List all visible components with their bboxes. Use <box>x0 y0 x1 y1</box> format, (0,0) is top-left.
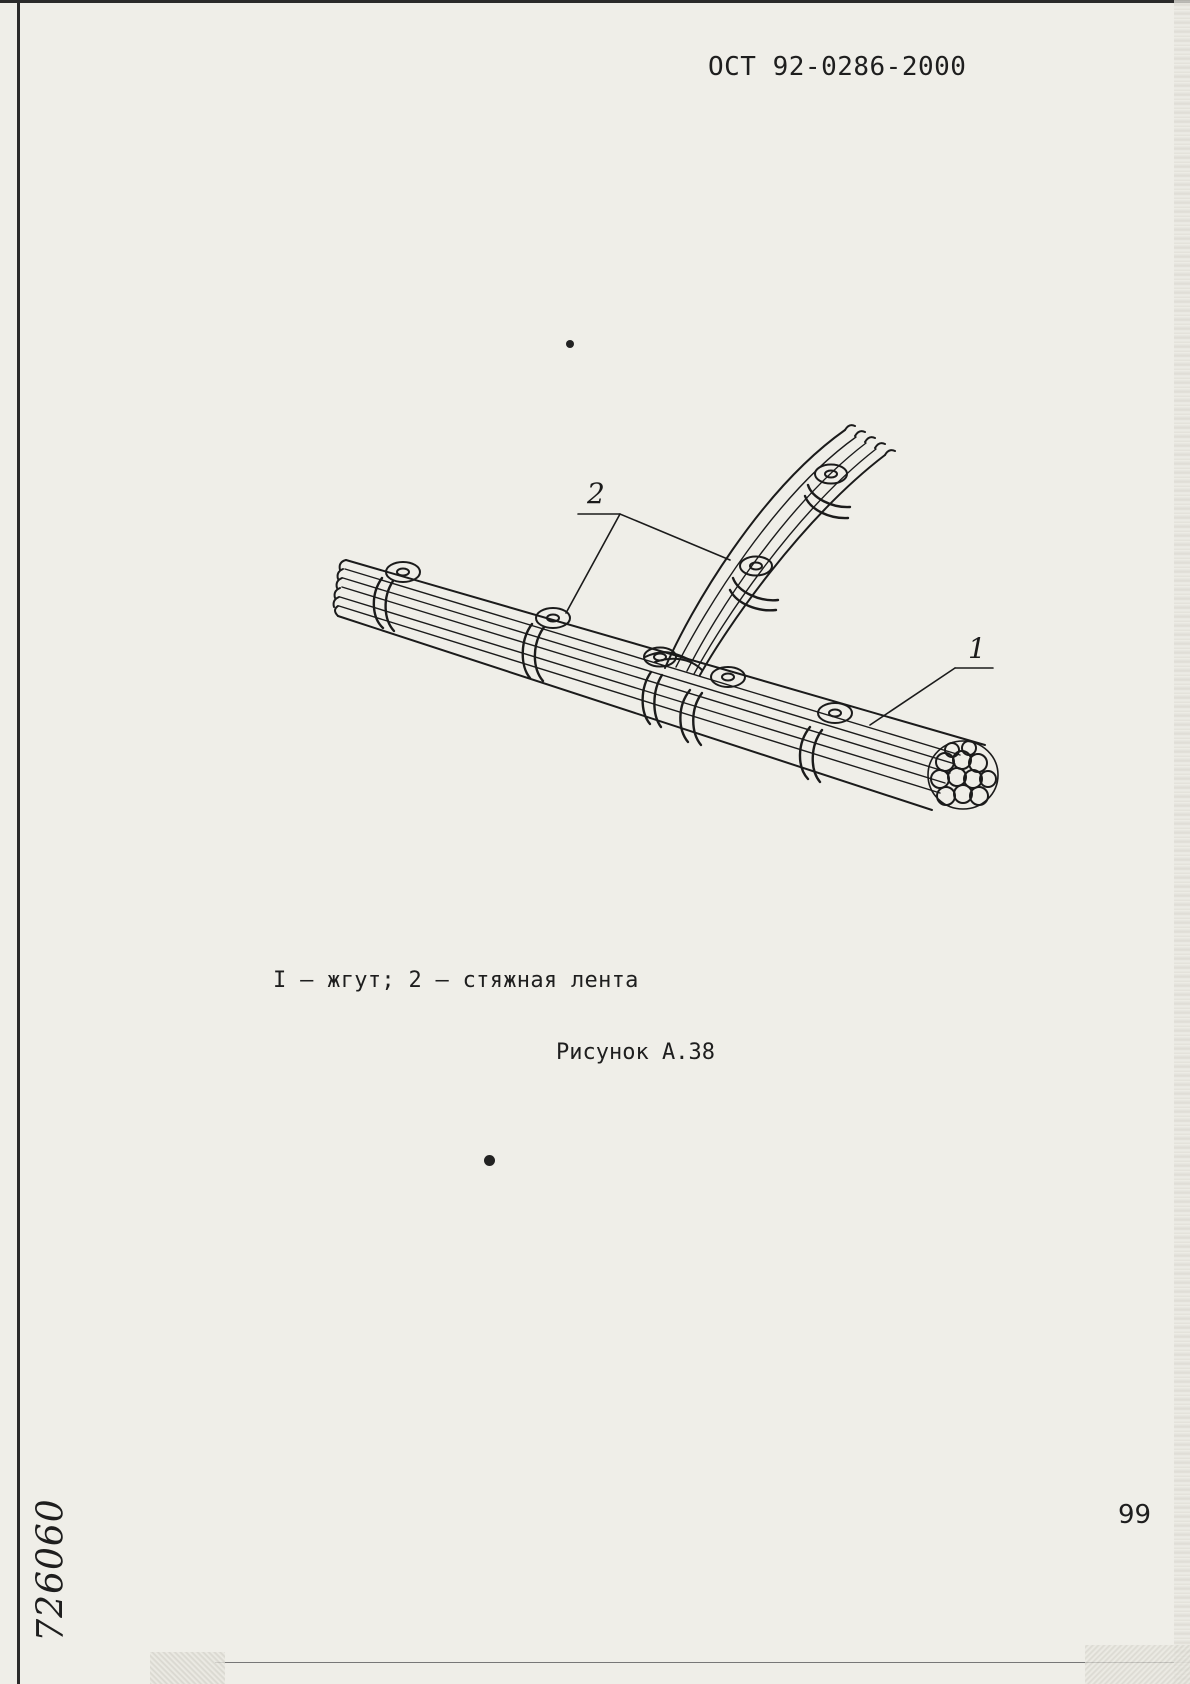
scan-edge-noise <box>1174 0 1190 1684</box>
tie-band <box>374 578 383 628</box>
branch-outline-left <box>665 430 845 668</box>
inventory-number-stamp <box>30 1480 72 1660</box>
scan-corner-noise <box>150 1652 225 1684</box>
callout-line-1b <box>870 668 955 725</box>
left-margin-line <box>17 0 20 1684</box>
branch-outline-right <box>700 455 885 675</box>
tie-band <box>733 578 778 600</box>
scan-corner-noise-right <box>1085 1645 1190 1684</box>
bottom-border <box>215 1662 1190 1663</box>
callout-label-2: 2 <box>587 477 605 510</box>
tie-band <box>800 727 810 779</box>
tie-band <box>808 485 850 507</box>
figure-caption: Рисунок А.38 <box>556 1040 715 1065</box>
scan-speck <box>566 340 574 348</box>
tie-band <box>523 624 532 678</box>
callout-line-2a <box>578 514 730 560</box>
cable-harness-illustration <box>330 400 1010 840</box>
tie-band <box>680 690 690 742</box>
callout-line-2b <box>566 514 620 613</box>
page-number: 99 <box>1118 1500 1152 1530</box>
inventory-number-text: 726060 <box>30 1498 72 1642</box>
harness-outline-bottom <box>338 616 932 810</box>
scan-speck <box>484 1155 495 1166</box>
bundle-cross-section <box>928 741 998 809</box>
document-code: ОСТ 92-0286-2000 <box>708 52 967 82</box>
callout-label-1: 1 <box>968 632 986 665</box>
figure-legend: I – жгут; 2 – стяжная лента <box>273 968 639 993</box>
top-border <box>0 0 1190 3</box>
